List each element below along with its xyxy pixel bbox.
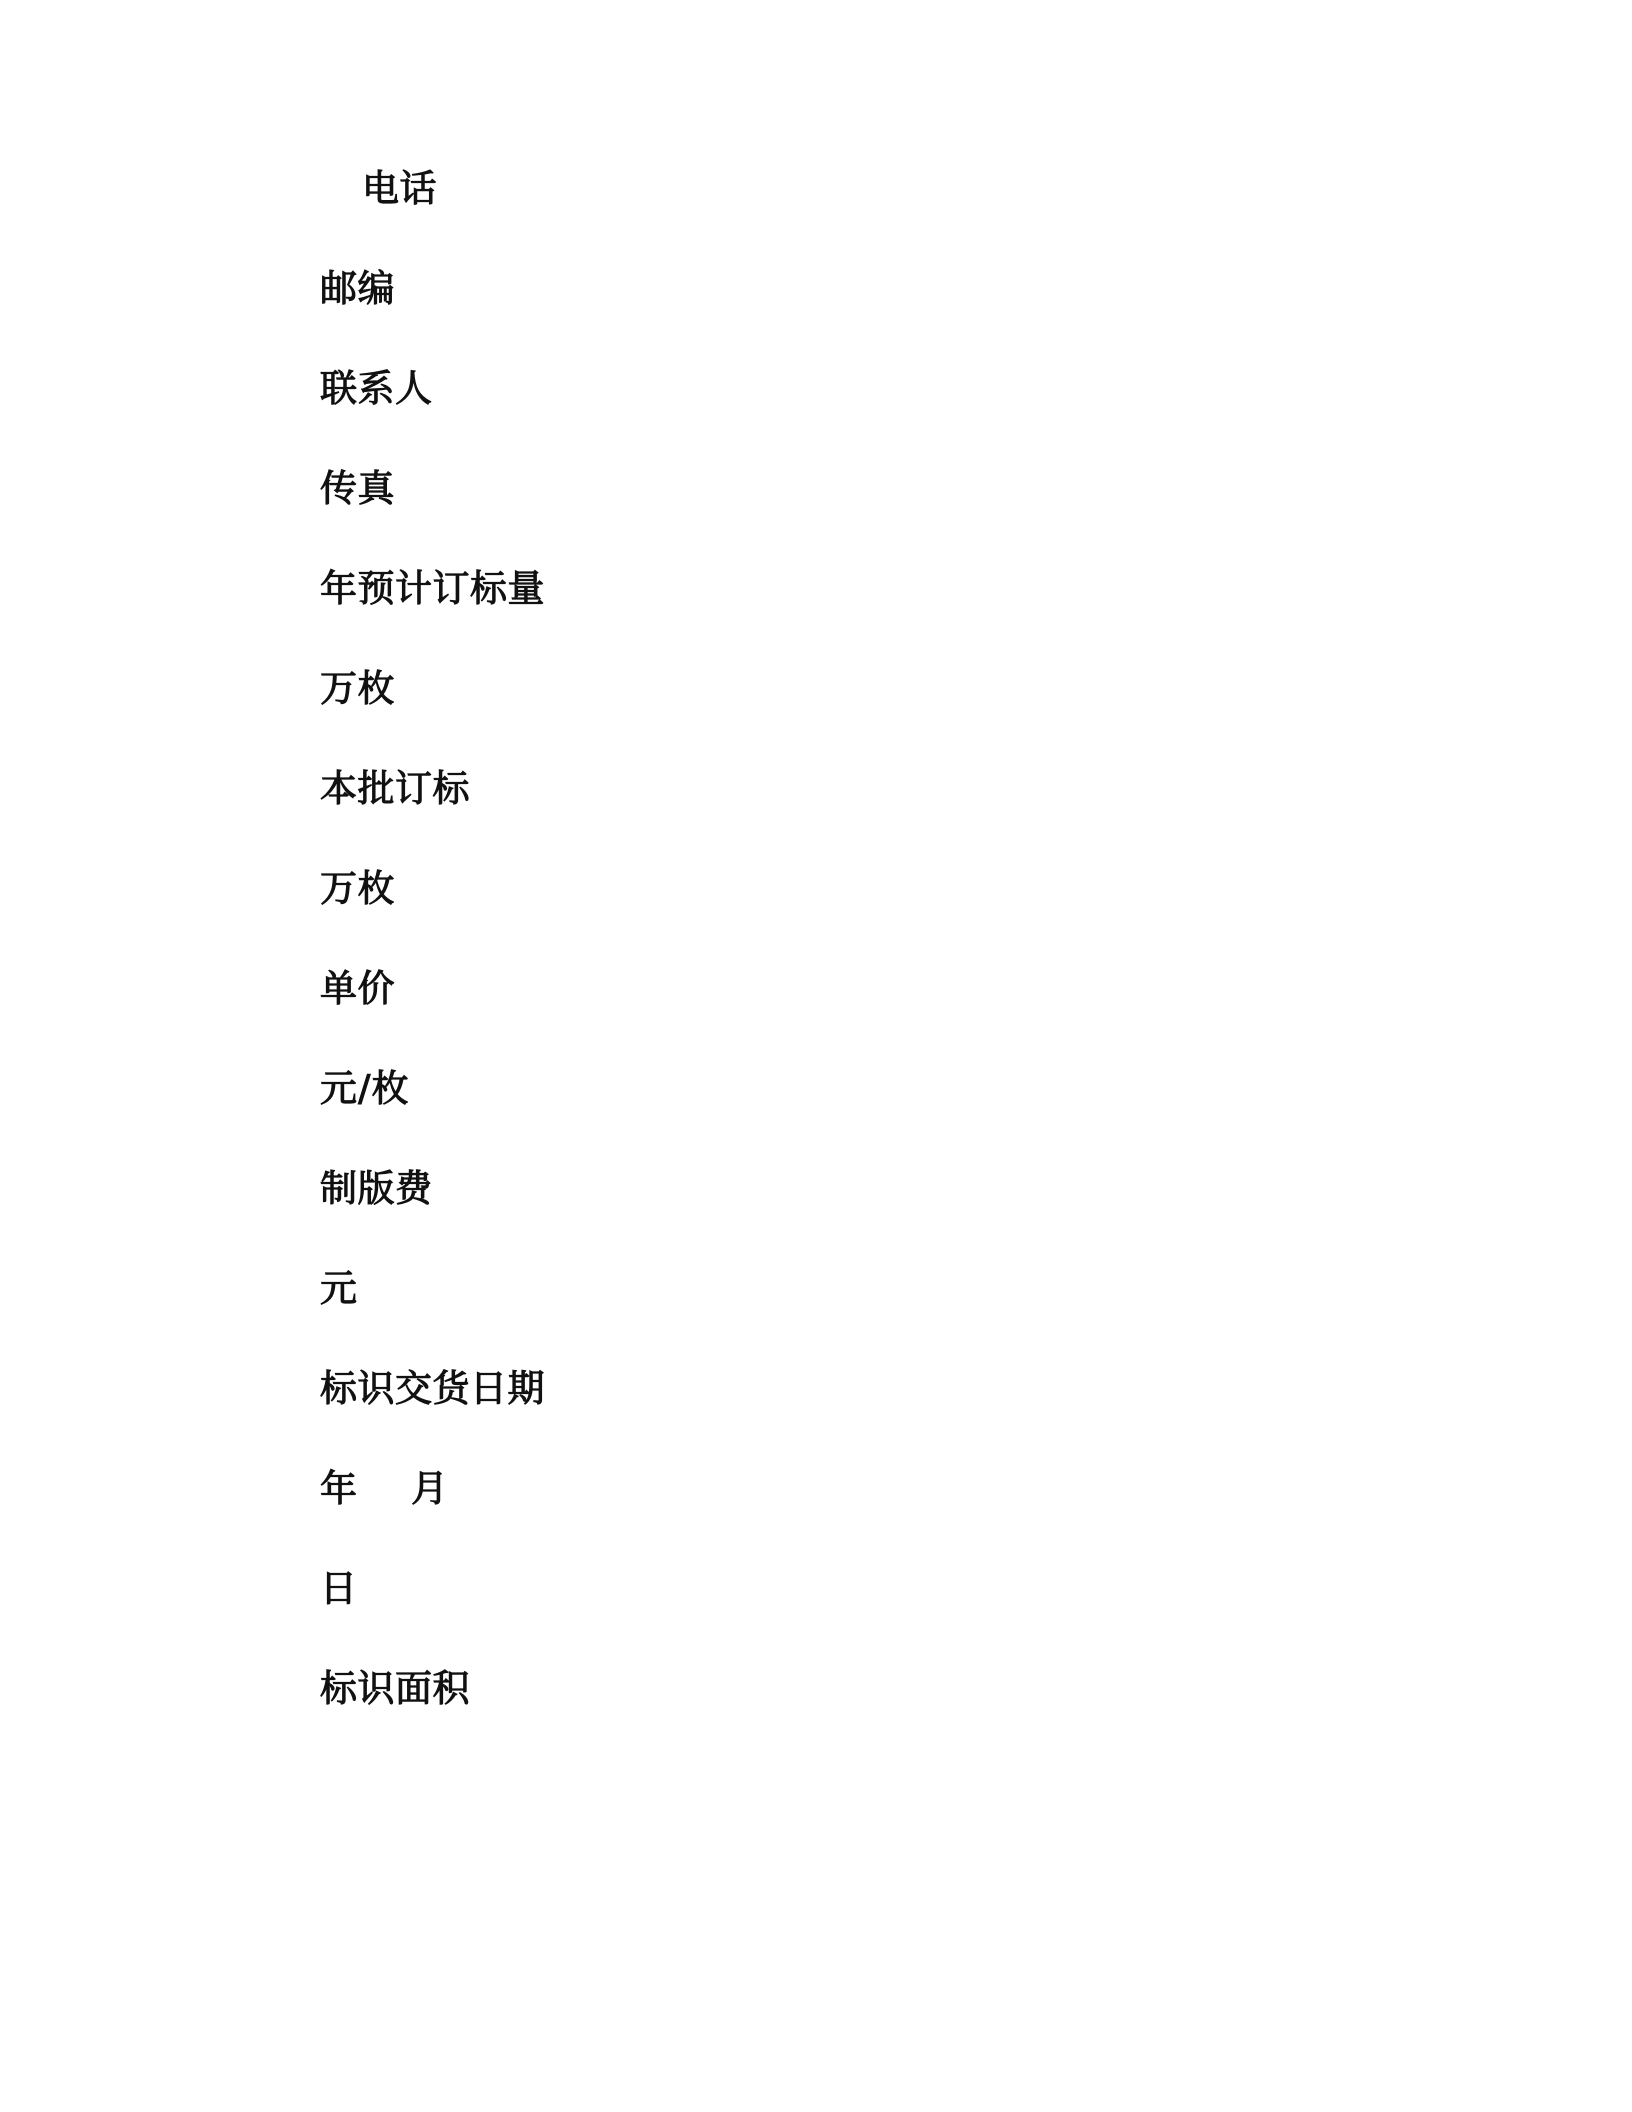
document-line: 年预计订标量 bbox=[320, 567, 545, 610]
document-line: 元 bbox=[320, 1267, 358, 1310]
document-line: 标识交货日期 bbox=[320, 1367, 545, 1410]
document-line: 万枚 bbox=[320, 867, 395, 910]
document-line: 年 月 bbox=[320, 1467, 449, 1510]
document-line: 元/枚 bbox=[320, 1067, 410, 1110]
document-line: 电话 bbox=[362, 167, 437, 210]
document-line: 制版费 bbox=[320, 1167, 433, 1210]
document-line: 邮编 bbox=[320, 267, 395, 310]
document-line: 日 bbox=[320, 1567, 358, 1610]
document-line: 标识面积 bbox=[320, 1667, 470, 1710]
document-line: 本批订标 bbox=[320, 767, 470, 810]
document-line: 单价 bbox=[320, 967, 395, 1010]
document-body bbox=[320, 167, 1332, 1710]
document-line: 万枚 bbox=[320, 667, 395, 710]
document-line: 传真 bbox=[320, 467, 395, 510]
document-line: 联系人 bbox=[320, 367, 433, 410]
